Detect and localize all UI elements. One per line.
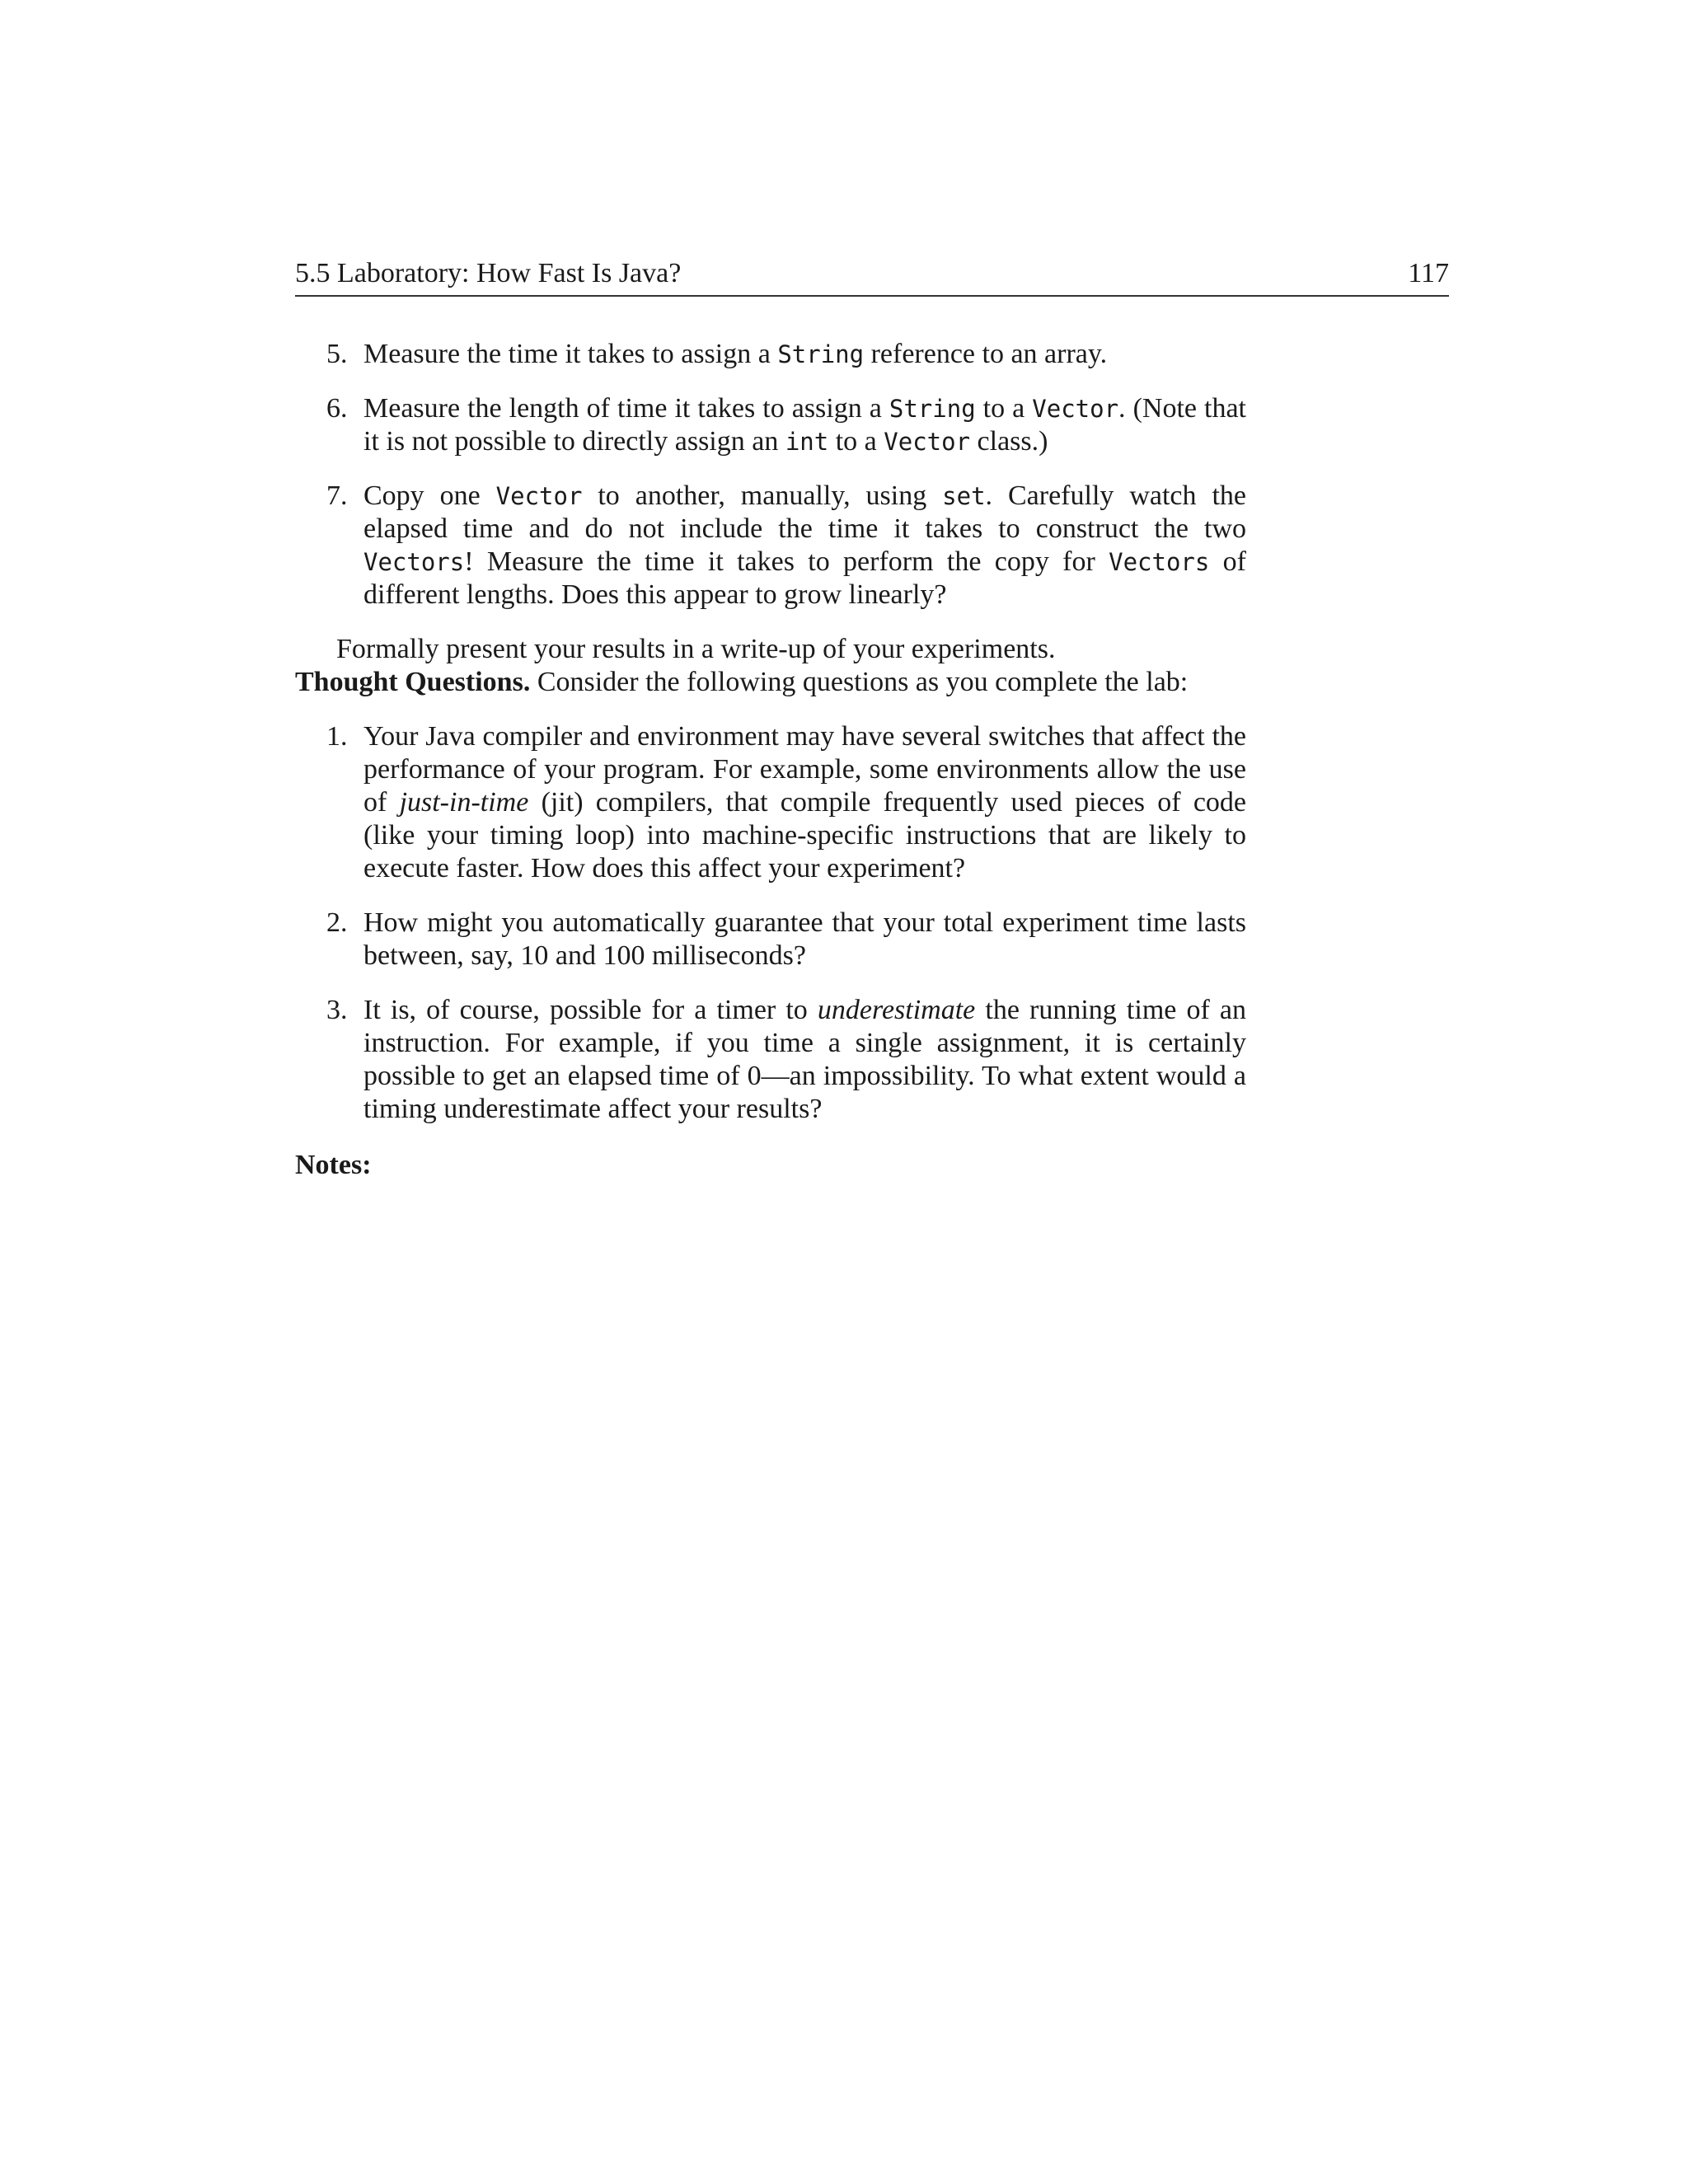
list-item — [295, 720, 1246, 885]
running-header — [295, 255, 1449, 297]
item-text: ! Measure the time it takes to perform the copy for — [464, 546, 1109, 577]
emphasis-term: underestimate — [817, 995, 976, 1025]
emphasis-term: just-in-time — [399, 787, 529, 818]
item-text: of different lengths. Does this appear to grow linearly? — [363, 546, 1246, 610]
code-term: Vector — [884, 428, 971, 456]
item-text: . (Note that it is not possible to directly assign an — [363, 393, 1246, 457]
thought-questions-paragraph — [295, 666, 1246, 699]
item-number: 1. — [326, 721, 348, 752]
page-number: 117 — [1408, 258, 1449, 288]
item-text: It is, of course, possible for a timer to — [363, 995, 818, 1025]
item-text: the running time of an instruction. For example, if you time a single assignment, it is certainly possible to get an elapsed time of 0—an impossibility. To what extent would a timing underestimate affect your results? — [363, 995, 1246, 1124]
item-text: (jit) compilers, that compile frequently used pieces of code (like your timing loop) into machine-specific instructions that are likely to execute faster. How does this affect your experiment? — [363, 787, 1246, 883]
list-item — [295, 338, 1246, 371]
item-number: 2. — [326, 907, 348, 938]
code-term: String — [889, 395, 976, 423]
item-number: 5. — [326, 339, 348, 369]
code-term: Vectors — [363, 548, 465, 576]
code-term: String — [777, 340, 865, 368]
item-text: Copy one — [363, 480, 496, 511]
list-item — [295, 907, 1246, 972]
code-term: int — [785, 428, 829, 456]
item-number: 7. — [326, 480, 348, 511]
thought-questions-intro: Consider the following questions as you complete the lab: — [530, 667, 1189, 697]
code-term: Vector — [495, 482, 583, 510]
lab-steps-list — [295, 338, 1246, 612]
list-item — [295, 392, 1246, 458]
item-text: Your Java compiler and environment may have several switches that affect the performance of your program. For example, some environments allow the use of — [363, 721, 1246, 818]
notes-label: Notes: — [295, 1150, 372, 1180]
item-number: 6. — [326, 393, 348, 424]
item-text: . Carefully watch the elapsed time and do not include the time it takes to construct the two — [363, 480, 1246, 544]
item-text: Measure the time it takes to assign a — [363, 339, 778, 369]
item-text: How might you automatically guarantee that your total experiment time lasts between, say, 10 and 100 milliseconds? — [363, 907, 1246, 971]
thought-questions-label: Thought Questions. — [295, 667, 531, 697]
section-title: 5.5 Laboratory: How Fast Is Java? — [295, 258, 682, 288]
code-term: set — [942, 482, 986, 510]
code-term: Vectors — [1109, 548, 1210, 576]
code-term: Vector — [1032, 395, 1119, 423]
item-text: class.) — [970, 426, 1048, 457]
list-item — [295, 480, 1246, 612]
item-text: reference to an array. — [864, 339, 1108, 369]
item-text: to a — [975, 393, 1033, 424]
item-text: Measure the length of time it takes to assign a — [363, 393, 889, 424]
item-text: to a — [828, 426, 884, 457]
list-item — [295, 994, 1246, 1126]
thought-questions-list — [295, 720, 1246, 1126]
formal-writeup-paragraph: Formally present your results in a write-up of your experiments. — [336, 634, 1056, 664]
page-body — [295, 338, 1246, 1182]
item-number: 3. — [326, 995, 348, 1025]
item-text: to another, manually, using — [582, 480, 943, 511]
